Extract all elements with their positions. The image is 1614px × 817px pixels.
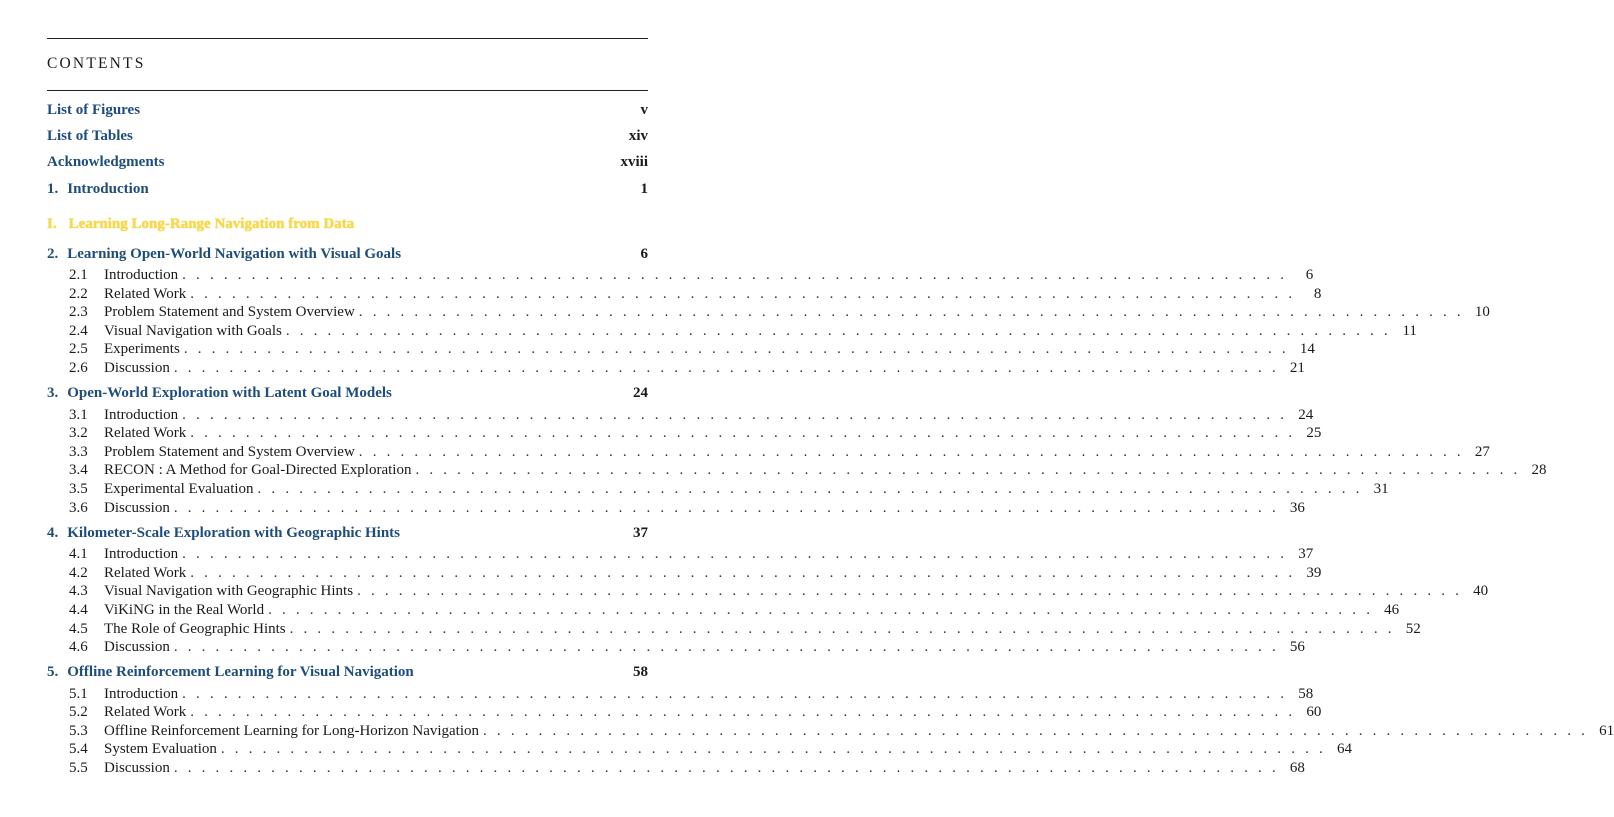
dot-leader: . . . . . . . . . . . . . . . . . . . . . . . . . . . . . . . . . . . . . . . . . . . . . . . . . . . . . . . . . . . . . . . . . . . . . . . . . . . . . . . . — [182, 406, 1288, 423]
section-page: 11 — [1402, 322, 1417, 339]
chapter-page: 58 — [633, 664, 648, 681]
toc-section[interactable] — [47, 638, 1305, 657]
section-page: 58 — [1298, 685, 1314, 702]
dot-leader: . . . . . . . . . . . . . . . . . . . . . . . . . . . . . . . . . . . . . . . . . . . . . . . . . . . . . . . . . . . . . . . . . . . . . . . . . . . . . . . . — [182, 685, 1288, 702]
section-page: 64 — [1336, 741, 1352, 758]
chapter-title: Offline Reinforcement Learning for Visual Navigation — [67, 664, 414, 681]
dot-leader: . . . . . . . . . . . . . . . . . . . . . . . . . . . . . . . . . . . . . . . . . . . . . . . . . . . . . . . . . . . . . . . . . . . . . . . . . . . . . . . . — [173, 359, 1279, 376]
toc-section[interactable] — [47, 340, 1315, 359]
section-page: 68 — [1289, 760, 1305, 777]
front-matter — [47, 97, 648, 175]
toc-section[interactable] — [47, 722, 1614, 741]
section-page: 40 — [1473, 583, 1489, 600]
toc-section[interactable] — [47, 266, 1314, 285]
section-title: Offline Reinforcement Learning for Long-Horizon Navigation — [104, 722, 480, 739]
toc-section[interactable] — [47, 545, 1314, 564]
section-title: Introduction — [104, 546, 179, 563]
toc-section[interactable] — [47, 685, 1314, 704]
section-number: 4.5 — [69, 620, 88, 637]
section-title: Discussion — [104, 499, 170, 516]
toc-section[interactable] — [47, 620, 1421, 639]
section-page: 37 — [1298, 546, 1314, 563]
toc-chapter[interactable] — [47, 521, 648, 545]
section-title: Experiments — [104, 341, 180, 358]
section-page: 28 — [1531, 462, 1547, 479]
section-number: 5.4 — [69, 741, 88, 758]
section-number: 3.2 — [69, 425, 88, 442]
dot-leader: . . . . . . . . . . . . . . . . . . . . . . . . . . . . . . . . . . . . . . . . . . . . . . . . . . . . . . . . . . . . . . . . . . . . . . . . . . . . . . . . — [173, 639, 1279, 656]
section-number: 2.3 — [69, 304, 88, 321]
section-title: Visual Navigation with Geographic Hints — [104, 583, 354, 600]
section-page: 25 — [1306, 425, 1322, 442]
section-title: Problem Statement and System Overview — [104, 443, 355, 460]
chapter-title: Kilometer-Scale Exploration with Geographic Hints — [67, 524, 400, 541]
dot-leader: . . . . . . . . . . . . . . . . . . . . . . . . . . . . . . . . . . . . . . . . . . . . . . . . . . . . . . . . . . . . . . . . . . . . . . . . . . . . . . . . — [190, 425, 1296, 442]
section-page: 36 — [1289, 499, 1305, 516]
section-page: 52 — [1405, 620, 1421, 637]
front-entry-page: v — [640, 101, 648, 118]
toc-part-heading[interactable] — [47, 210, 648, 238]
toc-front-entry[interactable] — [47, 123, 648, 149]
section-page: 21 — [1289, 359, 1305, 376]
section-page: 31 — [1373, 480, 1389, 497]
toc-chapter-block — [47, 382, 1547, 518]
section-title: The Role of Geographic Hints — [104, 620, 286, 637]
section-title: Problem Statement and System Overview — [104, 304, 355, 321]
section-title: Related Work — [104, 285, 187, 302]
toc-chapter[interactable] — [47, 661, 648, 685]
toc-section[interactable] — [47, 480, 1389, 499]
section-title: Related Work — [104, 425, 187, 442]
toc-section[interactable] — [47, 443, 1490, 462]
section-number: 2.2 — [69, 285, 88, 302]
part-title: Learning Long-Range Navigation from Data — [68, 215, 355, 232]
section-page: 27 — [1474, 443, 1490, 460]
section-number: 3.3 — [69, 443, 88, 460]
toc-section[interactable] — [47, 461, 1547, 480]
section-number: 5.5 — [69, 760, 88, 777]
toc-front-entry[interactable] — [47, 149, 648, 175]
part-number: I. — [47, 215, 57, 232]
front-entry-title: List of Tables — [47, 127, 133, 144]
front-entry-title: Acknowledgments — [47, 153, 165, 170]
dot-leader: . . . . . . . . . . . . . . . . . . . . . . . . . . . . . . . . . . . . . . . . . . . . . . . . . . . . . . . . . . . . . . . . . . . . . . . . . . . . . . . . — [182, 267, 1288, 283]
section-title: Introduction — [104, 685, 179, 702]
section-number: 4.3 — [69, 583, 88, 600]
chapter-title: Learning Open-World Navigation with Visual Goals — [67, 245, 402, 262]
toc-chapter-introduction[interactable] — [47, 176, 648, 202]
section-title: Related Work — [104, 704, 187, 721]
section-number: 2.5 — [69, 341, 88, 358]
section-page: 60 — [1306, 704, 1322, 721]
section-number: 5.3 — [69, 722, 88, 739]
section-page: 14 — [1299, 341, 1315, 358]
section-title: Discussion — [104, 359, 170, 376]
toc-section[interactable] — [47, 424, 1322, 443]
dot-leader: . . . . . . . . . . . . . . . . . . . . . . . . . . . . . . . . . . . . . . . . . . . . . . . . . . . . . . . . . . . . . . . . . . . . . . . . . . . . . . . . — [358, 304, 1464, 321]
section-number: 3.1 — [69, 406, 88, 423]
dot-leader: . . . . . . . . . . . . . . . . . . . . . . . . . . . . . . . . . . . . . . . . . . . . . . . . . . . . . . . . . . . . . . . . . . . . . . . . . . . . . . . . — [415, 462, 1521, 479]
section-number: 2.1 — [69, 267, 88, 283]
chapter-number: 2. — [47, 245, 59, 262]
toc-section[interactable] — [47, 601, 1400, 620]
chapter-page: 6 — [640, 245, 648, 262]
toc-front-entry[interactable] — [47, 97, 648, 123]
toc-section[interactable] — [47, 499, 1305, 518]
section-number: 3.4 — [69, 462, 88, 479]
section-page: 56 — [1289, 639, 1305, 656]
toc-section[interactable] — [47, 582, 1489, 601]
section-number: 2.4 — [69, 322, 88, 339]
section-page: 8 — [1313, 285, 1322, 302]
heading-rule — [47, 90, 648, 91]
section-title: Related Work — [104, 564, 187, 581]
section-number: 2.6 — [69, 359, 88, 376]
chapter-page: 1 — [640, 180, 648, 197]
chapter-number: 5. — [47, 664, 59, 681]
section-title: ViKiNG in the Real World — [104, 601, 265, 618]
dot-leader: . . . . . . . . . . . . . . . . . . . . . . . . . . . . . . . . . . . . . . . . . . . . . . . . . . . . . . . . . . . . . . . . . . . . . . . . . . . . . . . . — [357, 583, 1463, 600]
section-page: 6 — [1305, 267, 1314, 283]
chapter-list — [47, 242, 1614, 778]
dot-leader: . . . . . . . . . . . . . . . . . . . . . . . . . . . . . . . . . . . . . . . . . . . . . . . . . . . . . . . . . . . . . . . . . . . . . . . . . . . . . . . . — [190, 704, 1296, 721]
toc-section[interactable] — [47, 740, 1352, 759]
dot-leader: . . . . . . . . . . . . . . . . . . . . . . . . . . . . . . . . . . . . . . . . . . . . . . . . . . . . . . . . . . . . . . . . . . . . . . . . . . . . . . . . — [190, 285, 1296, 302]
toc-section[interactable] — [47, 303, 1490, 322]
toc-section[interactable] — [47, 285, 1322, 304]
section-page: 10 — [1474, 304, 1490, 321]
table-of-contents — [47, 97, 1614, 778]
section-number: 4.2 — [69, 564, 88, 581]
dot-leader: . . . . . . . . . . . . . . . . . . . . . . . . . . . . . . . . . . . . . . . . . . . . . . . . . . . . . . . . . . . . . . . . . . . . . . . . . . . . . . . . — [173, 760, 1279, 777]
section-page: 24 — [1298, 406, 1314, 423]
top-rule — [47, 38, 648, 39]
section-page: 61 — [1599, 722, 1614, 739]
section-number: 5.2 — [69, 704, 88, 721]
section-title: Introduction — [104, 267, 179, 283]
section-title: Experimental Evaluation — [104, 480, 254, 497]
toc-section[interactable] — [47, 703, 1322, 722]
toc-chapter[interactable] — [47, 242, 648, 266]
chapter-title: Introduction — [67, 180, 149, 197]
section-title: Discussion — [104, 639, 170, 656]
dot-leader: . . . . . . . . . . . . . . . . . . . . . . . . . . . . . . . . . . . . . . . . . . . . . . . . . . . . . . . . . . . . . . . . . . . . . . . . . . . . . . . . — [190, 564, 1296, 581]
section-title: Introduction — [104, 406, 179, 423]
dot-leader: . . . . . . . . . . . . . . . . . . . . . . . . . . . . . . . . . . . . . . . . . . . . . . . . . . . . . . . . . . . . . . . . . . . . . . . . . . . . . . . . — [220, 741, 1326, 758]
dot-leader: . . . . . . . . . . . . . . . . . . . . . . . . . . . . . . . . . . . . . . . . . . . . . . . . . . . . . . . . . . . . . . . . . . . . . . . . . . . . . . . . — [289, 620, 1395, 637]
chapter-number: 3. — [47, 385, 59, 402]
section-title: Discussion — [104, 760, 170, 777]
section-title: Visual Navigation with Goals — [104, 322, 282, 339]
section-page: 39 — [1306, 564, 1322, 581]
chapter-page: 37 — [633, 524, 648, 541]
toc-section[interactable] — [47, 564, 1322, 583]
toc-chapter-block — [47, 242, 1490, 378]
chapter-number: 4. — [47, 524, 59, 541]
dot-leader: . . . . . . . . . . . . . . . . . . . . . . . . . . . . . . . . . . . . . . . . . . . . . . . . . . . . . . . . . . . . . . . . . . . . . . . . . . . . . . . . — [483, 722, 1589, 739]
toc-chapter[interactable] — [47, 382, 648, 406]
front-entry-page: xviii — [620, 153, 648, 170]
dot-leader: . . . . . . . . . . . . . . . . . . . . . . . . . . . . . . . . . . . . . . . . . . . . . . . . . . . . . . . . . . . . . . . . . . . . . . . . . . . . . . . . — [285, 322, 1391, 339]
section-number: 5.1 — [69, 685, 88, 702]
toc-section[interactable] — [47, 322, 1417, 341]
toc-section[interactable] — [47, 406, 1314, 425]
section-title: RECON : A Method for Goal-Directed Exploration — [104, 462, 412, 479]
toc-section[interactable] — [47, 359, 1305, 378]
front-entry-page: xiv — [628, 127, 648, 144]
section-page: 46 — [1384, 601, 1400, 618]
dot-leader: . . . . . . . . . . . . . . . . . . . . . . . . . . . . . . . . . . . . . . . . . . . . . . . . . . . . . . . . . . . . . . . . . . . . . . . . . . . . . . . . — [183, 341, 1289, 358]
toc-section[interactable] — [47, 759, 1305, 778]
toc-chapter-block — [47, 521, 1489, 657]
section-number: 4.1 — [69, 546, 88, 563]
chapter-number: 1. — [47, 180, 59, 197]
dot-leader: . . . . . . . . . . . . . . . . . . . . . . . . . . . . . . . . . . . . . . . . . . . . . . . . . . . . . . . . . . . . . . . . . . . . . . . . . . . . . . . . — [257, 480, 1363, 497]
toc-chapter-block — [47, 661, 1614, 778]
section-number: 4.4 — [69, 601, 88, 618]
chapter-page: 24 — [633, 385, 648, 402]
contents-heading: CONTENTS — [47, 55, 146, 72]
dot-leader: . . . . . . . . . . . . . . . . . . . . . . . . . . . . . . . . . . . . . . . . . . . . . . . . . . . . . . . . . . . . . . . . . . . . . . . . . . . . . . . . — [173, 499, 1279, 516]
section-number: 3.6 — [69, 499, 88, 516]
section-number: 3.5 — [69, 480, 88, 497]
dot-leader: . . . . . . . . . . . . . . . . . . . . . . . . . . . . . . . . . . . . . . . . . . . . . . . . . . . . . . . . . . . . . . . . . . . . . . . . . . . . . . . . — [182, 546, 1288, 563]
front-entry-title: List of Figures — [47, 101, 141, 118]
dot-leader: . . . . . . . . . . . . . . . . . . . . . . . . . . . . . . . . . . . . . . . . . . . . . . . . . . . . . . . . . . . . . . . . . . . . . . . . . . . . . . . . — [268, 601, 1374, 618]
section-number: 4.6 — [69, 639, 88, 656]
section-title: System Evaluation — [104, 741, 217, 758]
dot-leader: . . . . . . . . . . . . . . . . . . . . . . . . . . . . . . . . . . . . . . . . . . . . . . . . . . . . . . . . . . . . . . . . . . . . . . . . . . . . . . . . — [358, 443, 1464, 460]
chapter-title: Open-World Exploration with Latent Goal Models — [67, 385, 392, 402]
